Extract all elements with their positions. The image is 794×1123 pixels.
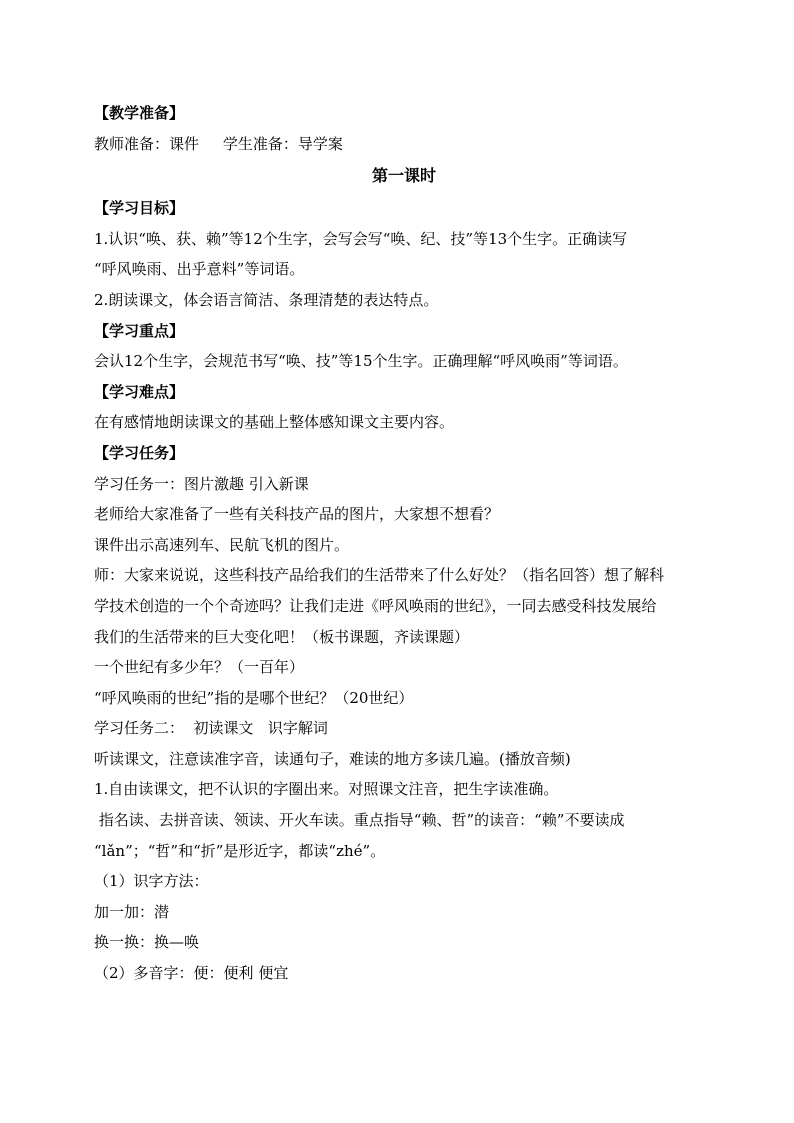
prep-heading: 【教学准备】 — [94, 104, 185, 122]
focus-text: 会认12个生字，会规范书写“唤、技”等15个生字。正确理解“呼风唤雨”等词语。 — [94, 352, 628, 371]
task-line-8a: 指名读、去拼音读、领读、开火车读。重点指导“赖、哲”的读音：“赖”不要读成 — [94, 811, 625, 830]
task-line-4: 一个世纪有多少年？（一百年） — [94, 658, 305, 677]
focus-heading: 【学习重点】 — [94, 321, 185, 340]
lesson-title: 第一课时 — [371, 166, 436, 186]
task-line-3c: 我们的生活带来的巨大变化吧！（板书课题，齐读课题） — [94, 627, 470, 646]
difficulty-text: 在有感情地朗读课文的基础上整体感知课文主要内容。 — [94, 413, 455, 432]
goals-item-2: 2.朗读课文，体会语言简洁、条理清楚的表达特点。 — [94, 290, 439, 309]
goals-heading: 【学习目标】 — [94, 199, 185, 218]
difficulty-heading: 【学习难点】 — [94, 382, 185, 401]
task-line-10: 加一加：潜 — [94, 902, 170, 921]
task2-title: 学习任务二： 初读课文 识字解词 — [94, 719, 328, 738]
task-line-3b: 学技术创造的一个个奇迹吗？让我们走进《呼风唤雨的世纪》，一同去感受科技发展给 — [94, 596, 657, 615]
document-page — [94, 98, 714, 989]
task-line-2: 课件出示高速列车、民航飞机的图片。 — [94, 535, 350, 554]
task-line-9: （1）识字方法： — [94, 872, 209, 891]
task1-title: 学习任务一：图片激趣 引入新课 — [94, 474, 309, 493]
goals-item-1b: “呼风唤雨、出乎意料”等词语。 — [94, 260, 305, 279]
task-line-7: 1.自由读课文，把不认识的字圈出来。对照课文注音，把生字读准确。 — [94, 780, 559, 799]
task-line-11: 换一换：换—唤 — [94, 933, 200, 952]
task-line-6: 听读课文，注意读准字音，读通句子，难读的地方多读几遍。(播放音频) — [94, 749, 571, 768]
task-line-12: （2）多音字：便：便利 便宜 — [94, 964, 289, 983]
task-line-8b: “lǎn”；“哲”和“折”是形近字，都读“zhé”。 — [94, 841, 386, 860]
prep-line: 教师准备：课件 学生准备：导学案 — [94, 134, 343, 153]
task-line-1: 老师给大家准备了一些有关科技产品的图片，大家想不想看？ — [94, 505, 500, 524]
tasks-heading: 【学习任务】 — [94, 443, 185, 462]
task-line-3a: 师：大家来说说，这些科技产品给我们的生活带来了什么好处？（指名回答）想了解科 — [94, 566, 665, 585]
task-line-5: “呼风唤雨的世纪”指的是哪个世纪？（20世纪） — [94, 688, 414, 707]
goals-item-1a: 1.认识“唤、获、赖”等12个生字，会写会写“唤、纪、技”等13个生字。正确读写 — [94, 229, 628, 248]
